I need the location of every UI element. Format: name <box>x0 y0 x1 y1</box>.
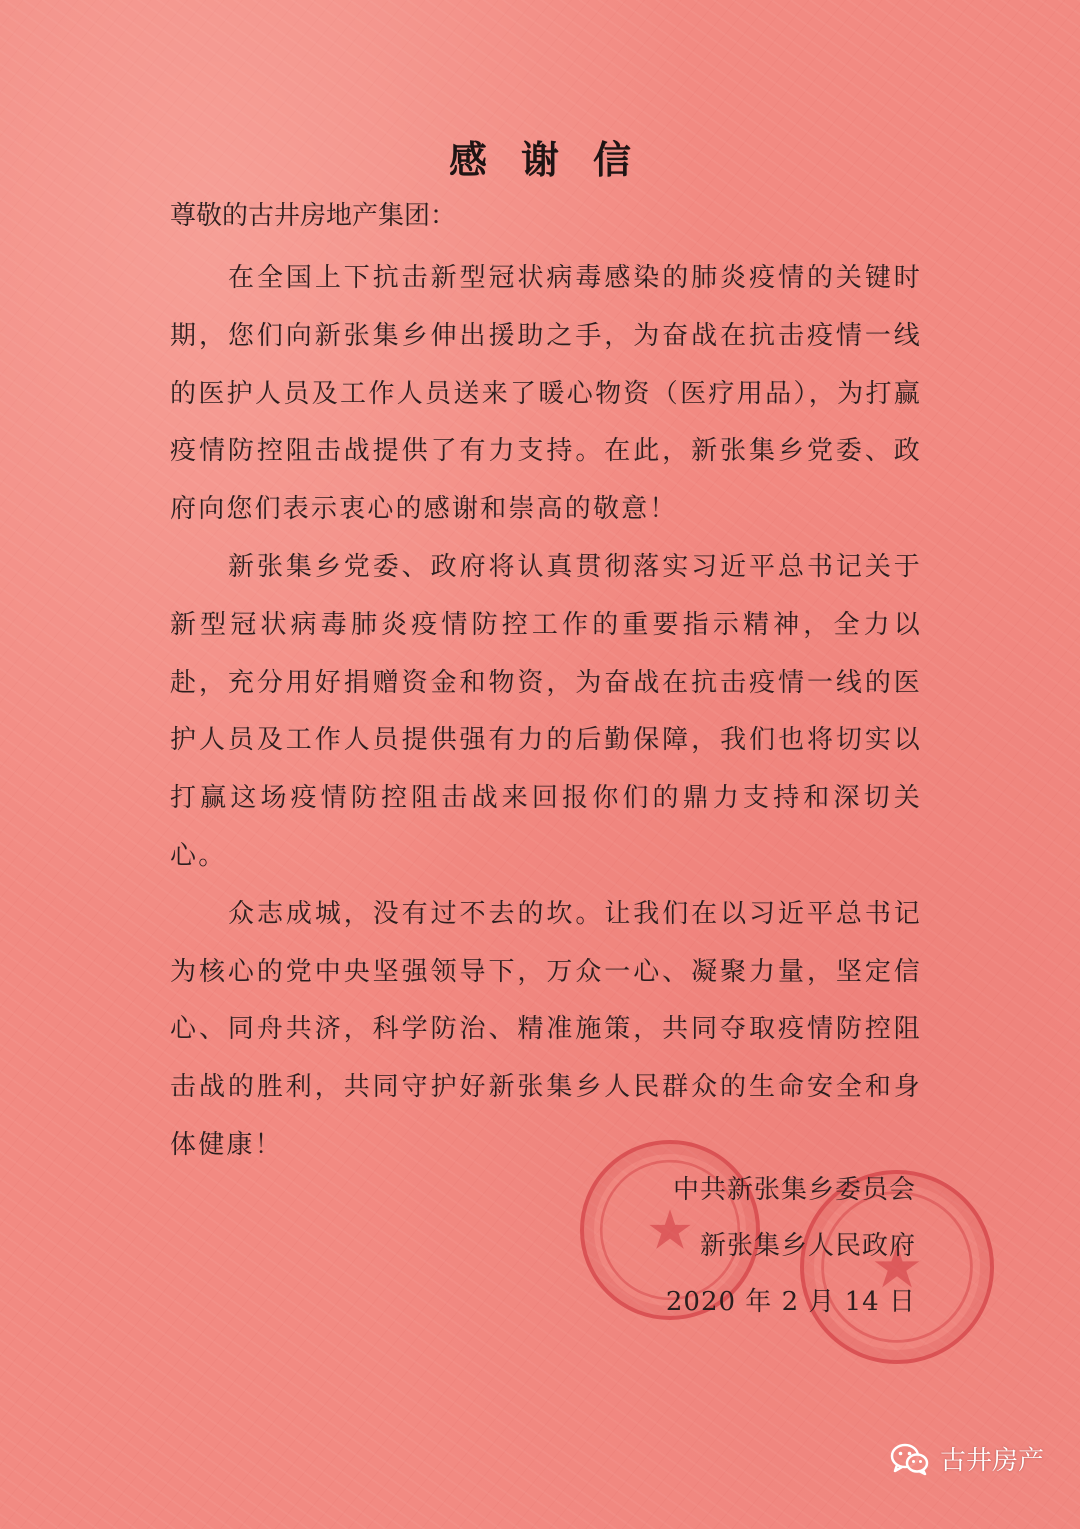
signature-org-party: 中共新张集乡委员会 <box>672 1175 916 1205</box>
paragraph-1: 在全国上下抗击新型冠状病毒感染的肺炎疫情的关键时期，您们向新张集乡伸出援助之手，为奋战在抗击疫情一线的医护人员及工作人员送来了暖心物资（医疗用品），为打赢疫情防控阻击战提供了有力支持。在此，新张集乡党委、政府向您们表示衷心的感谢和崇高的敬意！ <box>170 263 922 525</box>
paragraph-3: 众志成城，没有过不去的坎。让我们在以习近平总书记为核心的党中央坚强领导下，万众一心、凝聚力量，坚定信心、同舟共济，科学防治、精准施策，共同夺取疫情防控阻击战的胜利，共同守护好新张集乡人民群众的生命安全和身体健康！ <box>170 898 922 1160</box>
letter-title: 感谢信 <box>448 137 665 182</box>
letter-salutation: 尊敬的古井房地产集团： <box>170 201 457 231</box>
account-watermark <box>890 1440 1044 1477</box>
signature-org-government: 新张集乡人民政府 <box>699 1231 916 1261</box>
wechat-icon <box>890 1442 930 1476</box>
letter-body <box>170 250 922 1175</box>
paragraph-2: 新张集乡党委、政府将认真贯彻落实习近平总书记关于新型冠状病毒肺炎疫情防控工作的重要指示精神，全力以赴，充分用好捐赠资金和物资，为奋战在抗击疫情一线的医护人员及工作人员提供强有力的后勤保障，我们也将切实以打赢这场疫情防控阻击战来回报你们的鼎力支持和深切关心。 <box>170 551 922 871</box>
signature-date: 2020 年 2 月 14 日 <box>665 1287 916 1317</box>
watermark-label: 古井房产 <box>939 1446 1044 1476</box>
letter-signature <box>666 1162 916 1330</box>
